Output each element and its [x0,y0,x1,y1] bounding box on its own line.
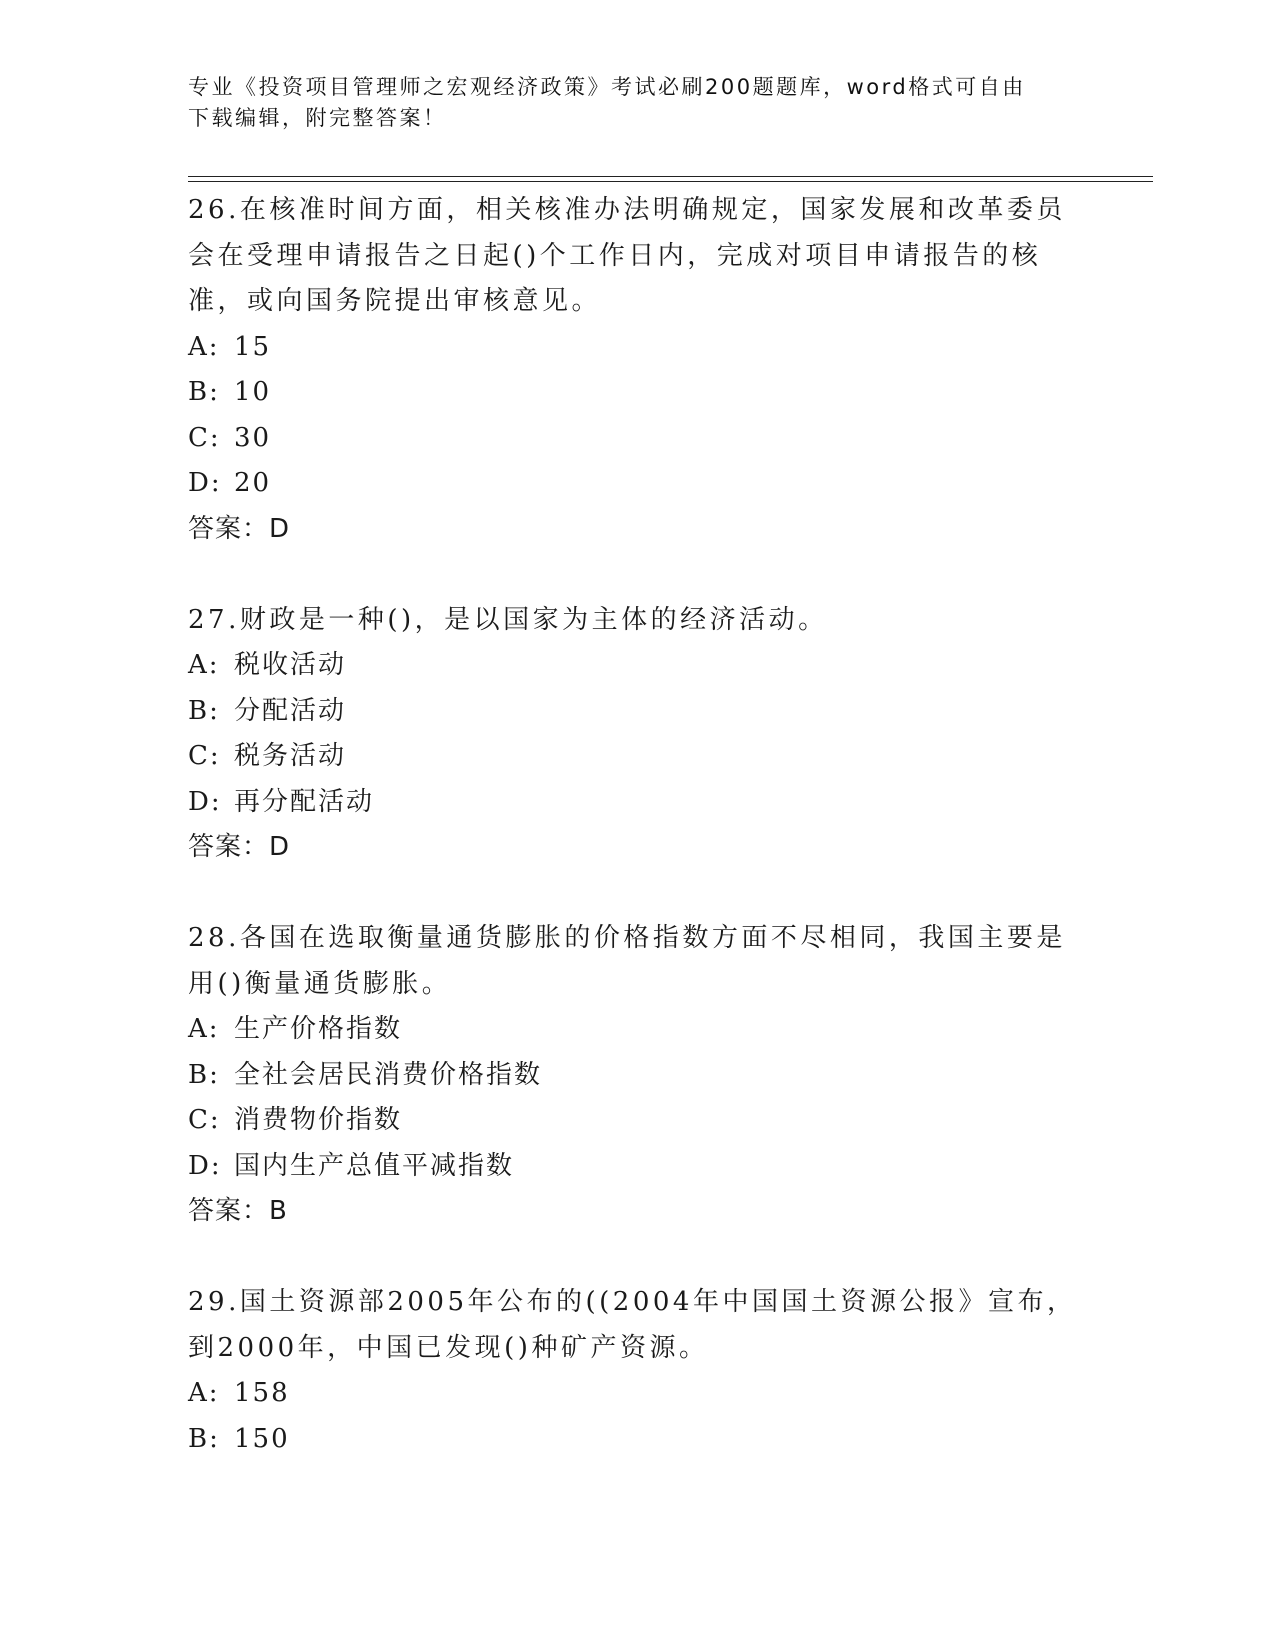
question-text: 29.国土资源部2005年公布的((2004年中国国土资源公报》宣布，到2000年，中国已发现()种矿产资源。 [188,1287,1077,1363]
option-c [188,416,1088,462]
option-key: C: [188,741,221,771]
option-a [188,1007,1088,1053]
option-d [188,461,1088,507]
option-a [188,1371,1088,1417]
option-value: 再分配活动 [234,786,375,817]
option-key: A: [188,650,220,680]
question-29 [188,1280,1088,1462]
option-d [188,780,1088,826]
answer-line: 答案：D [188,513,291,544]
option-key: D: [188,468,222,498]
option-value: 分配活动 [234,695,347,726]
option-b [188,689,1088,735]
option-key: D: [188,1150,222,1181]
option-key: B: [188,1423,220,1454]
header-line-2: 下载编辑，附完整答案！ [188,106,447,130]
option-value: 10 [234,377,272,407]
question-text: 26.在核准时间方面，相关核准办法明确规定，国家发展和改革委员会在受理申请报告之日起()个工作日内，完成对项目申请报告的核准，或向国务院提出审核意见。 [188,195,1066,316]
question-list [188,188,1088,1462]
option-b [188,1417,1088,1463]
option-value: 20 [234,468,272,498]
option-value: 158 [234,1378,290,1408]
option-value: 税务活动 [234,741,347,771]
header-divider-bottom [188,181,1153,182]
option-value: 15 [234,331,272,362]
question-26 [188,188,1088,552]
header-line-1: 专业《投资项目管理师之宏观经济政策》考试必刷200题题库，word格式可自由 [188,75,1026,99]
option-key: B: [188,377,220,407]
option-key: A: [188,1014,220,1044]
option-value: 生产价格指数 [234,1014,403,1044]
option-key: A: [188,331,220,362]
option-value: 全社会居民消费价格指数 [234,1059,543,1090]
question-text: 28.各国在选取衡量通货膨胀的价格指数方面不尽相同，我国主要是用()衡量通货膨胀。 [188,923,1066,999]
answer-line: 答案：B [188,1196,288,1226]
option-value: 国内生产总值平减指数 [234,1150,515,1181]
option-value: 消费物价指数 [234,1105,403,1135]
header-divider-top [188,176,1153,177]
question-text: 27.财政是一种()，是以国家为主体的经济活动。 [188,604,828,635]
option-value: 150 [234,1423,290,1454]
answer-line: 答案：D [188,832,291,862]
option-b [188,370,1088,416]
option-value: 税收活动 [234,650,347,680]
option-d [188,1144,1088,1190]
question-27 [188,598,1088,871]
option-key: B: [188,695,220,726]
option-key: B: [188,1059,220,1090]
option-key: C: [188,1105,221,1135]
option-key: C: [188,422,221,453]
option-key: D: [188,786,222,817]
document-header [188,72,1088,134]
option-value: 30 [234,422,272,453]
option-c [188,1098,1088,1144]
option-b [188,1053,1088,1099]
option-a [188,643,1088,689]
option-c [188,734,1088,780]
question-28 [188,916,1088,1235]
option-a [188,325,1088,371]
option-key: A: [188,1378,220,1408]
